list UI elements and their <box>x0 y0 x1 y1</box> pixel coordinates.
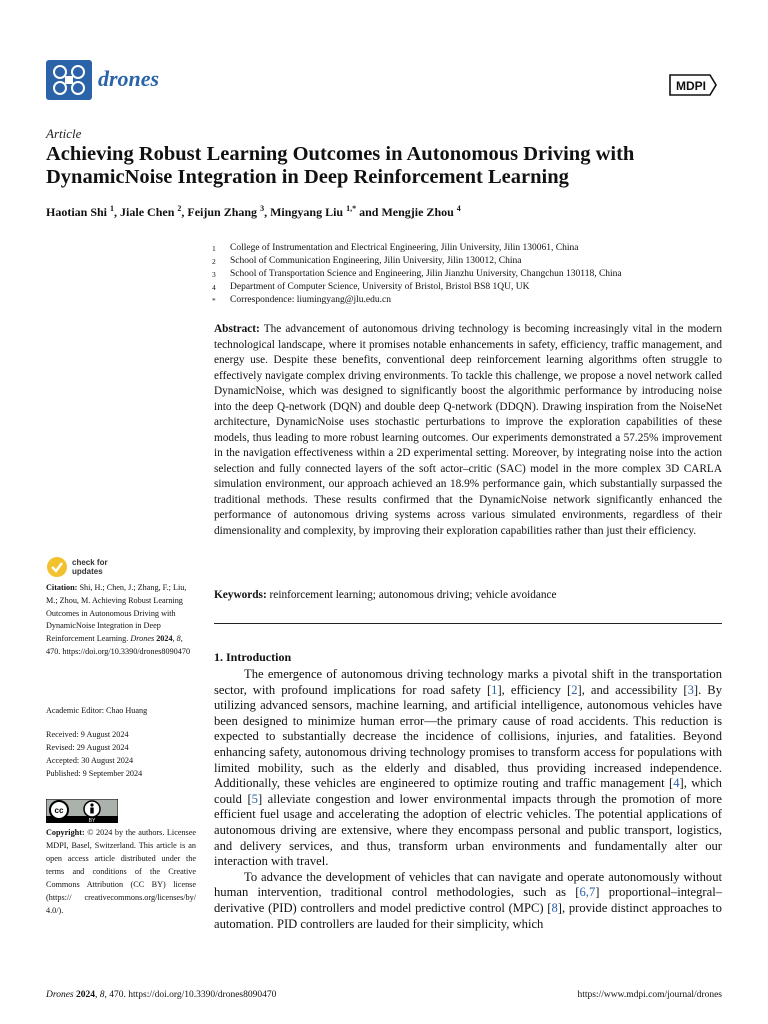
reference-link[interactable]: 1 <box>491 682 498 697</box>
date-received: Received: 9 August 2024 <box>46 730 129 739</box>
paragraph-text: ], and accessibility [ <box>577 682 688 697</box>
check-label-line2: updates <box>72 567 103 576</box>
paragraph-text: ] proportional–integral–derivative (PID) controllers and model predictive control (MPC) [ <box>214 885 723 915</box>
citation-block: Citation: Shi, H.; Chen, J.; Zhang, F.; Liu, M.; Zhou, M. Achieving Robust Learning Outcomes in Autonomous Driving with DynamicNoise Integration in Deep Reinforcement Learning. Drones 2024, 8, 470. https://doi.org/10.3390/drones8090470 <box>46 583 191 656</box>
reference-link[interactable]: 5 <box>251 791 258 806</box>
abstract <box>214 322 722 539</box>
date-published: Published: 9 September 2024 <box>46 769 143 778</box>
citation-journal: Drones <box>130 634 155 644</box>
affiliation-mark: 3 <box>212 270 216 279</box>
drone-logo-icon <box>46 60 92 100</box>
svg-text:BY: BY <box>88 818 96 823</box>
abstract-label: Abstract: <box>214 323 260 335</box>
author-affiliation-mark: 1 <box>110 204 115 213</box>
section-heading: 1. Introduction <box>214 650 292 664</box>
abstract-text: The advancement of autonomous driving technology is becoming increasingly vital in the modern technological landscape, where it promises notable enhancements in safety, efficiency, traffic management, and energy use. Despite these benefits, conventional deep reinforcement learning algorithms often struggle to effectively navigate complex driving environments. To tackle this challenge, we propose a novel network called DynamicNoise, which was designed to significantly boost the algorithmic performance by introducing noise into the deep Q-network (DQN) and double deep Q-network (DDQN). Drawing inspiration from the NoiseNet architecture, DynamicNoise uses stochastic perturbations to improve the exploration capabilities of these models, thus leading to more robust learning outcomes. Our experiments demonstrated a 57.25% improvement in the navigation effectiveness within a 2D experimental setting. Moreover, by integrating noise into the action selection and fully connected layers of the soft actor–critic (SAC) model in the more complex 3D CARLA simulation environment, our approach achieved an 18.9% performance gain, which substantially surpassed the traditional methods. These results confirmed that the DynamicNoise network significantly enhanced the performance of autonomous driving systems across various simulated environments, regardless of their dimensionality and complexity, by improving their exploration capabilities rather than just their efficiency. <box>214 323 722 537</box>
author-affiliation-mark: 3 <box>260 204 265 213</box>
svg-text:cc: cc <box>54 806 64 815</box>
keywords-text: reinforcement learning; autonomous driving; vehicle avoidance <box>269 589 557 601</box>
paragraph-text: The emergence of autonomous driving technology marks a pivotal shift in the transportation sector, with profound implications for road safety [ <box>214 667 722 697</box>
paragraph-text: ] alleviate congestion and lower environmental impacts through the promotion of more efficient fuel usage and accelerating the adoption of electric vehicles. The potential applications of autonomous driving are extensive, where they encompass personal and public transport, logistics, and delivery services, and thus, transform urban environments and fundamentally alter our interaction with travel. <box>214 791 722 869</box>
dates-block <box>46 728 142 780</box>
author-list: Haotian Shi $^1$, Jiale Chen $^2$, Feijun Zhang $^3$, Mingyang Liu $^{1,*}$ and Mengjie Zhou $^4$ <box>46 204 461 219</box>
reference-link[interactable]: 2 <box>571 682 578 697</box>
footer-journal-url[interactable]: https://www.mdpi.com/journal/drones <box>577 990 722 1000</box>
footer-doi[interactable]: , 470. https://doi.org/10.3390/drones8090470 <box>104 990 277 1000</box>
paragraph-text: ]. By utilizing advanced sensors, machine learning, and artificial intelligence, autonomous vehicles have been designed to minimize human error—the primary cause of road accidents. This reduction is expected to substantially decrease the incidence of collisions, injuries, and fatalities. Beyond enhancing safety, autonomous driving technology promises to transform access for populations with limited mobility, such as the elderly and disabled, thus providing increased independence. Additionally, these vehicles are engineered to optimize routing and traffic management [ <box>214 682 722 791</box>
author-name[interactable]: Haotian Shi <box>46 205 108 219</box>
copyright-label: Copyright: <box>46 828 85 837</box>
author-affiliation-mark: 4 <box>456 204 461 213</box>
author-name[interactable]: Feijun Zhang <box>187 205 258 219</box>
cc-by-license-icon[interactable] <box>46 799 118 823</box>
affiliation-item <box>212 255 732 268</box>
paragraph-text: ], efficiency [ <box>497 682 572 697</box>
affiliation-item <box>212 281 732 294</box>
date-revised: Revised: 29 August 2024 <box>46 743 129 752</box>
paragraph-text: ], provide distinct approaches to automation. PID controllers are lauded for their simplicity, which <box>214 900 722 931</box>
date-accepted: Accepted: 30 August 2024 <box>46 756 134 765</box>
copyright-text: © 2024 by the authors. Licensee MDPI, Basel, Switzerland. This article is an open access article distributed under the terms and conditions of the Creative Commons Attribution (CC BY) license (https:// creativecommons.org/licenses/by/ 4.0/). <box>46 828 197 915</box>
copyright-block <box>46 826 196 917</box>
footer-year: 2024 <box>76 990 95 1000</box>
academic-editor: Academic Editor: Chao Huang <box>46 706 148 715</box>
affiliation-item <box>212 268 732 281</box>
keywords <box>214 588 722 603</box>
affiliation-mark: * <box>212 296 216 305</box>
journal-name[interactable]: drones <box>98 66 160 91</box>
paragraph-text: ], which could [ <box>214 776 722 806</box>
affiliation-mark: 2 <box>212 257 216 266</box>
affiliation-text: School of Transportation Science and Engineering, Jilin Jianzhu University, Changchun 130118, China <box>230 269 622 279</box>
citation-volume: 8 <box>176 634 181 644</box>
paragraph-text: To advance the development of vehicles that can navigate and operate autonomously without human intervention, traditional control methodologies, such as [ <box>214 869 722 900</box>
reference-link[interactable]: 4 <box>673 776 680 791</box>
footer-journal: Drones <box>46 990 74 1000</box>
footer-citation: Drones 2024, 8, 470. https://doi.org/10.3390/drones8090470 <box>46 990 277 1000</box>
author-name[interactable]: Mingyang Liu <box>270 205 344 219</box>
affiliation-text: School of Communication Engineering, Jilin University, Jilin 130012, China <box>230 256 522 266</box>
introduction-body <box>214 667 722 932</box>
mdpi-logo[interactable] <box>666 71 718 99</box>
affiliations-list <box>212 242 732 307</box>
check-updates-icon <box>46 556 68 578</box>
article-type: Article <box>46 126 82 141</box>
author-affiliation-mark: 2 <box>177 204 182 213</box>
affiliation-text: Correspondence: liumingyang@jlu.edu.cn <box>230 295 391 305</box>
citation-text: Shi, H.; Chen, J.; Zhang, F.; Liu, M.; Zhou, M. Achieving Robust Learning Outcomes in Autonomous Driving with DynamicNoise Integration in Deep Reinforcement Learning. <box>46 583 187 644</box>
citation-year: 2024 <box>156 634 173 644</box>
author-name[interactable]: Jiale Chen <box>120 205 175 219</box>
reference-link[interactable]: 8 <box>551 900 558 915</box>
paragraph <box>214 667 722 870</box>
keywords-label: Keywords: <box>214 589 267 601</box>
citation-label: Citation: <box>46 583 78 592</box>
citation-doi[interactable]: , 470. https://doi.org/10.3390/drones8090470 <box>46 634 191 656</box>
author-name[interactable]: Mengjie Zhou <box>381 205 454 219</box>
affiliation-mark: 1 <box>212 244 216 253</box>
affiliation-item <box>212 294 732 307</box>
footer-volume: 8 <box>99 990 105 1000</box>
affiliation-item <box>212 242 732 255</box>
check-label-line1: check for <box>72 558 108 567</box>
check-for-updates-button[interactable] <box>46 556 136 578</box>
article-title: Achieving Robust Learning Outcomes in Autonomous Driving with DynamicNoise Integration in Deep Reinforcement Learning <box>46 143 635 188</box>
affiliation-text: Department of Computer Science, University of Bristol, Bristol BS8 1QU, UK <box>230 282 530 292</box>
publisher-name: MDPI <box>676 79 706 93</box>
paragraph <box>214 870 722 932</box>
affiliation-mark: 4 <box>212 283 216 292</box>
reference-link[interactable]: 6,7 <box>579 885 596 900</box>
reference-link[interactable]: 3 <box>687 682 694 697</box>
author-affiliation-mark: 1,* <box>346 204 357 213</box>
section-divider <box>214 623 722 624</box>
affiliation-text: College of Instrumentation and Electrical Engineering, Jilin University, Jilin 130061, China <box>230 243 579 253</box>
